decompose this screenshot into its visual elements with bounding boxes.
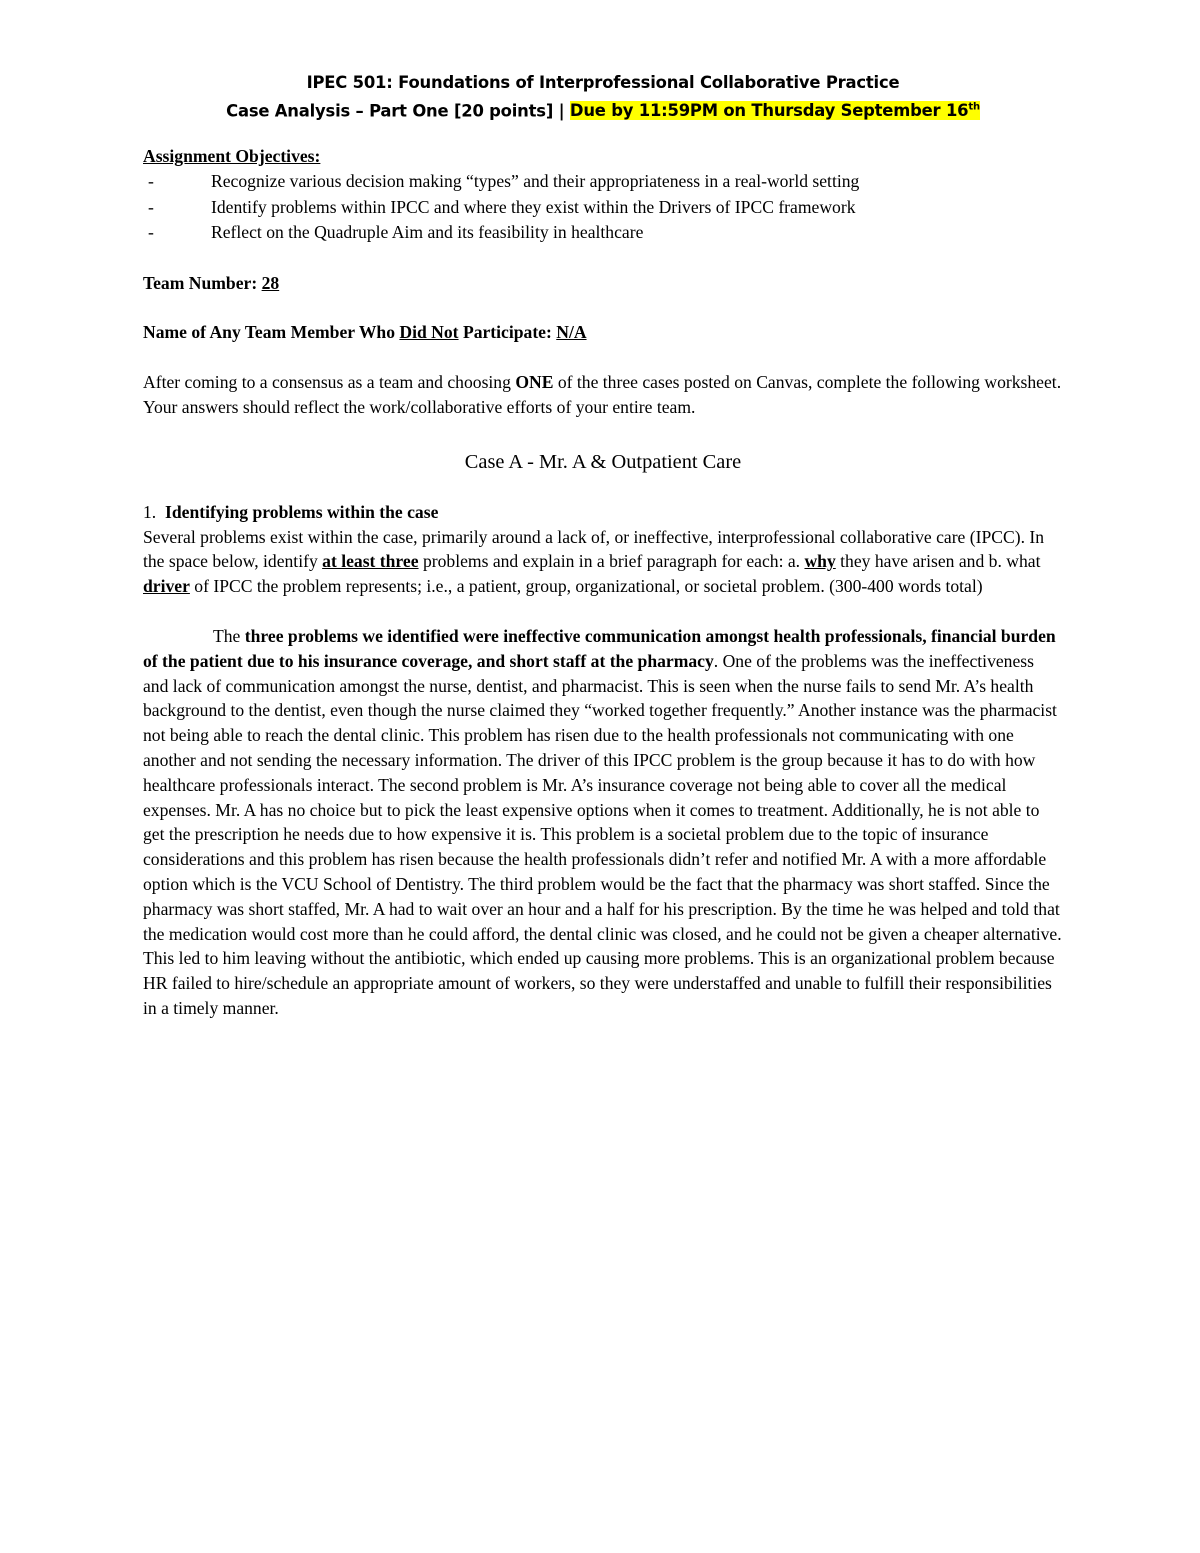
bullet-dash: - [148,222,154,243]
due-date-suffix: th [968,102,980,113]
question-1-heading [143,500,1063,525]
document-content [143,70,1063,1021]
question-number: 1. [143,501,157,522]
answer-body: . One of the problems was the ineffectiveness and lack of communication amongst the nurse, dentist, and pharmacist. This is seen when the nurse fails to send Mr. A’s health background to the dentist, even though the nurse claimed they “worked together frequently.” Another instance was the pharmacist not being able to reach the dental clinic. This problem has risen due to the health professionals not communicating with one another and not sending the necessary information. The driver of this IPCC problem is the group because it has to do with how healthcare professionals interact. The second problem is Mr. A’s insurance coverage not being able to cover all the medical expenses. Mr. A has no choice but to pick the least expensive options when it comes to treatment. Additionally, he is not able to get the prescription he needs due to how expensive it is. This problem is a societal problem due to the topic of insurance considerations and this problem has risen because the health professionals didn’t refer and notified Mr. A with a more affordable option which is the VCU School of Dentistry. The third problem would be the fact that the pharmacy was short staffed. Since the pharmacy was short staffed, Mr. A had to wait over an hour and a half for his prescription. By the time he was helped and told that the medication would cost more than he could afford, the dental clinic was closed, and he could not be given a cheaper alternative. This led to him leaving without the antibiotic, which ended up causing more problems. This is an organizational problem because HR failed to hire/schedule an appropriate amount of workers, so they were understaffed and unable to fulfill their responsibilities in a timely manner. [143,650,1062,1018]
nonparticipant-field [143,320,1063,345]
objective-text: Identify problems within IPCC and where they exist within the Drivers of IPCC framework [211,196,856,217]
answer-1-paragraph [143,624,1063,1021]
prompt-emphasis: driver [143,576,190,597]
nonparticipant-value: N/A [556,321,587,342]
prompt-text: of IPCC the problem represents; i.e., a patient, group, organizational, or societal problem. (300-400 words total) [189,576,983,597]
objectives-heading: Assignment Objectives: [143,146,321,167]
team-number-value: 28 [261,272,280,293]
prompt-text: they have arisen and b. what [835,551,1041,572]
prompt-text: Several problems exist within the case, primarily around a lack of, or ineffective, interprofessional collaborative care (IPCC). In the space below, identify [143,526,1045,572]
due-date-text: Due by 11:59PM on Thursday September 16 [569,101,969,121]
intro-text-rest: of the three cases posted on Canvas, complete the following worksheet. Your answers should reflect the work/collaborative efforts of your entire team. [143,371,1062,417]
objective-text: Recognize various decision making “types” and their appropriateness in a real-world setting [211,171,860,192]
team-number-field [143,271,1063,296]
nonparticipant-label-pre: Name of Any Team Member Who [143,321,400,342]
intro-emphasis: ONE [515,371,554,392]
objective-text: Reflect on the Quadruple Aim and its feasibility in healthcare [211,222,644,243]
bullet-dash: - [148,196,154,217]
question-1-prompt [143,525,1063,599]
objectives-list [143,169,1063,246]
assignment-label: Case Analysis – Part One [20 points] | [226,101,570,121]
bullet-dash: - [148,171,154,192]
answer-summary-bold: three problems we identified were ineffective communication amongst health professionals, financial burden of the patient due to his insurance coverage, and short staff at the pharmacy [143,625,1056,671]
objective-item [143,195,1063,221]
question-title: Identifying problems within the case [165,501,439,522]
case-title: Case A - Mr. A & Outpatient Care [464,450,742,473]
course-title: IPEC 501: Foundations of Interprofessional Collaborative Practice [306,73,900,92]
team-number-label: Team Number: [143,272,262,293]
intro-text: After coming to a consensus as a team and choosing [143,371,516,392]
nonparticipant-label-did-not: Did Not [399,321,459,342]
prompt-emphasis: at least three [322,551,419,572]
due-date-highlight [570,101,980,120]
assignment-line [143,95,1063,123]
objective-item [143,220,1063,246]
nonparticipant-label-post: Participate: [458,321,557,342]
answer-lead: The [213,625,245,646]
prompt-text: problems and explain in a brief paragraph for each: a. [418,551,805,572]
prompt-emphasis: why [804,551,836,572]
intro-paragraph [143,370,1063,420]
objective-item [143,169,1063,195]
